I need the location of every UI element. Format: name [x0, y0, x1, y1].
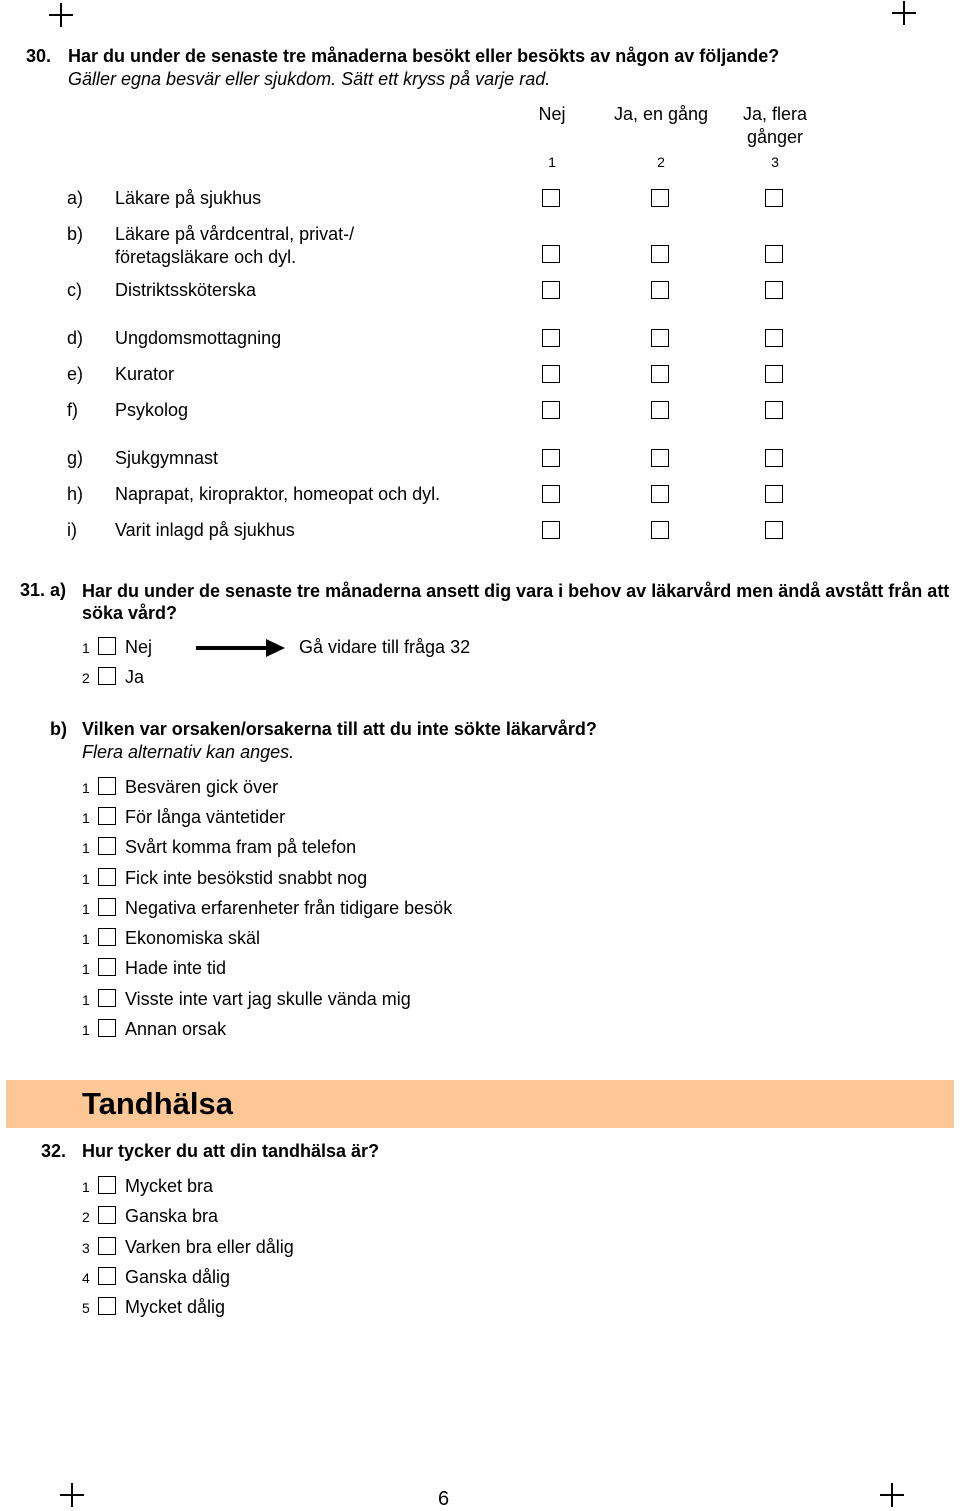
q31b-option-9-checkbox[interactable]	[98, 1019, 116, 1037]
q30-row-g-letter: g)	[67, 448, 84, 468]
q30-row-h-checkbox-ja-en-gang[interactable]	[651, 485, 669, 503]
q32-option-3-code: 3	[82, 1240, 90, 1256]
q31b-option-3-code: 1	[82, 840, 90, 856]
q30-row-a-checkbox-ja-flera-ganger[interactable]	[765, 189, 783, 207]
q32-option-5-label: Mycket dålig	[125, 1297, 226, 1317]
q32-option-3-label: Varken bra eller dålig	[125, 1237, 294, 1257]
q30-row-i-label: Varit inlagd på sjukhus	[115, 520, 295, 540]
q31b-option-4-checkbox[interactable]	[98, 868, 116, 886]
q31a-number: 31. a)	[20, 580, 67, 600]
q30-row-d-label: Ungdomsmottagning	[115, 328, 282, 348]
q30-row-i-letter: i)	[67, 520, 77, 540]
q30-row-h-letter: h)	[67, 484, 84, 504]
q31a-option-2-code: 2	[82, 670, 90, 686]
q30-row-i-checkbox-ja-en-gang[interactable]	[651, 521, 669, 539]
q30-question: Har du under de senaste tre månaderna besökt eller besökts av någon av följande?	[68, 46, 780, 66]
q30-row-c-checkbox-nej[interactable]	[542, 281, 560, 299]
q32-option-2-label: Ganska bra	[125, 1206, 219, 1226]
q32-option-1-label: Mycket bra	[125, 1176, 214, 1196]
q30-row-f-checkbox-ja-en-gang[interactable]	[651, 401, 669, 419]
q30-number: 30.	[26, 46, 52, 66]
q32-option-1-code: 1	[82, 1179, 90, 1195]
q32-option-3-checkbox[interactable]	[98, 1237, 116, 1255]
q30-row-a-checkbox-nej[interactable]	[542, 189, 560, 207]
q31b-option-7-checkbox[interactable]	[98, 958, 116, 976]
q31b-instruction: Flera alternativ kan anges.	[82, 742, 295, 762]
q31a-question: Har du under de senaste tre månaderna ansett dig vara i behov av läkarvård men ändå avstått från att söka vård?	[82, 581, 950, 623]
crop-mark-bottom-right	[880, 1483, 904, 1507]
q32-option-4-label: Ganska dålig	[125, 1267, 231, 1287]
q32-option-2-code: 2	[82, 1209, 90, 1225]
skip-arrow-icon	[196, 638, 286, 658]
q30-row-c-letter: c)	[67, 280, 82, 300]
q31b-option-3-label: Svårt komma fram på telefon	[125, 837, 357, 857]
q31a-option-1-code: 1	[82, 640, 90, 656]
q30-row-a-letter: a)	[67, 188, 84, 208]
q32-option-5-code: 5	[82, 1300, 90, 1316]
q30-row-e-checkbox-ja-flera-ganger[interactable]	[765, 365, 783, 383]
q30-row-g-checkbox-nej[interactable]	[542, 449, 560, 467]
q30-row-b-letter: b)	[67, 224, 84, 244]
q30-col-code-1: 1	[548, 154, 556, 170]
q31b-option-1-label: Besvären gick över	[125, 777, 279, 797]
q31b-option-9-label: Annan orsak	[125, 1019, 227, 1039]
q30-row-h-checkbox-ja-flera-ganger[interactable]	[765, 485, 783, 503]
q30-row-b-checkbox-ja-flera-ganger[interactable]	[765, 245, 783, 263]
q30-row-f-letter: f)	[67, 400, 78, 420]
q32-option-5-checkbox[interactable]	[98, 1297, 116, 1315]
q30-col-head-ja-flera-ganger: Ja, flera gånger	[742, 104, 808, 147]
q32-option-4-checkbox[interactable]	[98, 1267, 116, 1285]
q30-col-code-3: 3	[771, 154, 779, 170]
q30-row-d-checkbox-nej[interactable]	[542, 329, 560, 347]
q30-row-c-label: Distriktssköterska	[115, 280, 257, 300]
q30-row-h-checkbox-nej[interactable]	[542, 485, 560, 503]
q31b-option-8-checkbox[interactable]	[98, 989, 116, 1007]
q30-col-head-ja-en-gang: Ja, en gång	[613, 104, 709, 124]
q30-row-b-checkbox-ja-en-gang[interactable]	[651, 245, 669, 263]
q32-option-4-code: 4	[82, 1270, 90, 1286]
q30-row-c-checkbox-ja-en-gang[interactable]	[651, 281, 669, 299]
q30-col-head-nej: Nej	[538, 104, 566, 124]
q32-option-2-checkbox[interactable]	[98, 1206, 116, 1224]
q30-row-i-checkbox-ja-flera-ganger[interactable]	[765, 521, 783, 539]
q30-row-d-checkbox-ja-en-gang[interactable]	[651, 329, 669, 347]
q30-row-d-letter: d)	[67, 328, 84, 348]
crop-mark-top-left	[49, 3, 73, 27]
q31b-option-6-code: 1	[82, 931, 90, 947]
q30-row-e-checkbox-ja-en-gang[interactable]	[651, 365, 669, 383]
q30-row-e-letter: e)	[67, 364, 84, 384]
q30-row-c-checkbox-ja-flera-ganger[interactable]	[765, 281, 783, 299]
q30-row-g-checkbox-ja-en-gang[interactable]	[651, 449, 669, 467]
q30-row-e-label: Kurator	[115, 364, 175, 384]
q31b-option-7-code: 1	[82, 961, 90, 977]
q31b-option-2-checkbox[interactable]	[98, 807, 116, 825]
crop-mark-top-right	[892, 1, 916, 25]
q31b-option-3-checkbox[interactable]	[98, 837, 116, 855]
q30-row-a-label: Läkare på sjukhus	[115, 188, 262, 208]
q31b-option-2-label: För långa väntetider	[125, 807, 286, 827]
q30-instruction: Gäller egna besvär eller sjukdom. Sätt ett kryss på varje rad.	[68, 69, 551, 89]
q31b-option-1-checkbox[interactable]	[98, 777, 116, 795]
q31b-option-6-checkbox[interactable]	[98, 928, 116, 946]
q30-row-f-checkbox-ja-flera-ganger[interactable]	[765, 401, 783, 419]
q30-row-e-checkbox-nej[interactable]	[542, 365, 560, 383]
q31b-option-8-label: Visste inte vart jag skulle vända mig	[125, 989, 411, 1009]
q31b-option-1-code: 1	[82, 780, 90, 796]
q30-row-i-checkbox-nej[interactable]	[542, 521, 560, 539]
q31b-option-7-label: Hade inte tid	[125, 958, 227, 978]
q30-row-b-checkbox-nej[interactable]	[542, 245, 560, 263]
q30-row-d-checkbox-ja-flera-ganger[interactable]	[765, 329, 783, 347]
q31b-option-6-label: Ekonomiska skäl	[125, 928, 261, 948]
q32-option-1-checkbox[interactable]	[98, 1176, 116, 1194]
q30-row-h-label: Naprapat, kiropraktor, homeopat och dyl.	[115, 484, 441, 504]
q31a-option-ja-checkbox[interactable]	[98, 667, 116, 685]
q31b-option-4-label: Fick inte besökstid snabbt nog	[125, 868, 368, 888]
q31b-option-2-code: 1	[82, 810, 90, 826]
crop-mark-bottom-left	[60, 1483, 84, 1507]
q31b-number: b)	[50, 719, 67, 739]
q31a-option-nej-label: Nej	[125, 637, 153, 657]
q30-row-f-label: Psykolog	[115, 400, 189, 420]
q31b-option-8-code: 1	[82, 992, 90, 1008]
q31b-question: Vilken var orsaken/orsakerna till att du inte sökte läkarvård?	[82, 719, 597, 739]
q30-row-f-checkbox-nej[interactable]	[542, 401, 560, 419]
q30-row-b-label: Läkare på vårdcentral, privat-/ företagsläkare och dyl.	[115, 224, 355, 267]
q30-row-a-checkbox-ja-en-gang[interactable]	[651, 189, 669, 207]
q31b-option-9-code: 1	[82, 1022, 90, 1038]
q31b-option-5-checkbox[interactable]	[98, 898, 116, 916]
section-title: Tandhälsa	[82, 1086, 234, 1121]
q31a-option-nej-checkbox[interactable]	[98, 637, 116, 655]
q31b-option-5-code: 1	[82, 901, 90, 917]
page-number: 6	[438, 1488, 450, 1510]
q30-row-g-checkbox-ja-flera-ganger[interactable]	[765, 449, 783, 467]
q31b-option-5-label: Negativa erfarenheter från tidigare besök	[125, 898, 453, 918]
q31a-option-ja-label: Ja	[125, 667, 145, 687]
q30-col-code-2: 2	[657, 154, 665, 170]
q30-row-g-label: Sjukgymnast	[115, 448, 219, 468]
q31b-option-4-code: 1	[82, 871, 90, 887]
q31a-skip-instruction: Gå vidare till fråga 32	[299, 637, 471, 657]
q32-question: Hur tycker du att din tandhälsa är?	[82, 1141, 380, 1161]
q32-number: 32.	[41, 1141, 67, 1161]
